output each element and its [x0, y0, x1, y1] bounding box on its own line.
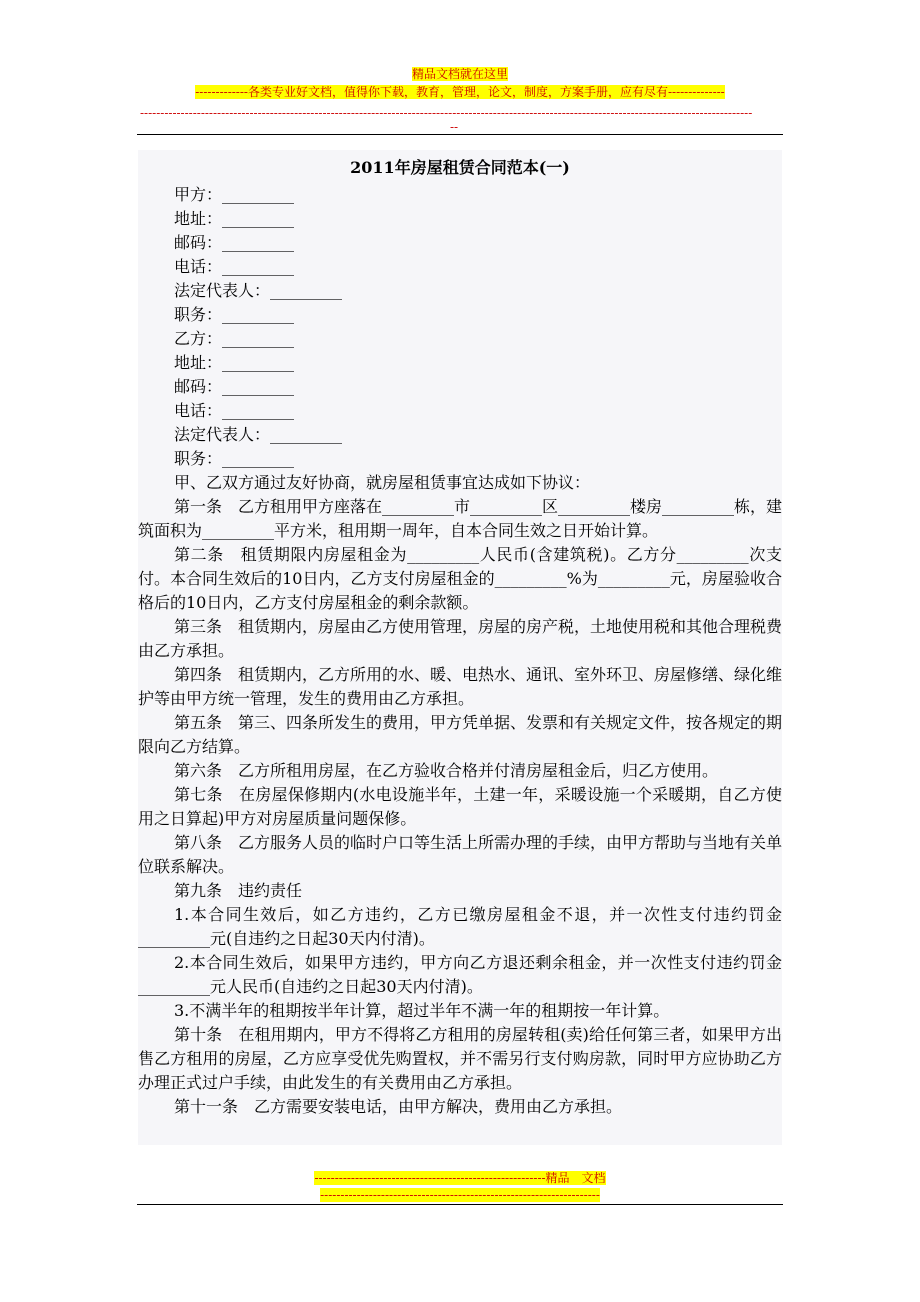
contract-paragraph: 职务：_________	[174, 305, 295, 324]
contract-paragraph: 乙方：_________	[174, 329, 295, 348]
contract-paragraph: 地址：_________	[174, 209, 295, 228]
document-body	[138, 183, 782, 1119]
footer-label: ---------------------------------------------------------精品 文档	[314, 1171, 606, 1185]
header-divider	[137, 134, 783, 135]
footer-divider	[137, 1204, 783, 1205]
contract-paragraph: 地址：_________	[174, 353, 295, 372]
header-dash-line: -------------------------------------------------------------------------------------------------------------------------------------------------------	[140, 106, 753, 120]
contract-paragraph: 甲方：_________	[174, 185, 295, 204]
header-top-line	[0, 66, 920, 82]
contract-paragraph: 2.本合同生效后，如果甲方违约，甲方向乙方退还剩余租金，并一次性支付违约罚金_________元人民币(自违约之日起30天内付清)。	[138, 953, 782, 996]
contract-paragraph: 法定代表人：_________	[174, 425, 343, 444]
contract-paragraph: 第十条 在租用期内，甲方不得将乙方租用的房屋转租(卖)给任何第三者，如果甲方出售乙方租用的房屋，乙方应享受优先购置权，并不需另行支付购房款，同时甲方应协助乙方办理正式过户手续，由此发生的有关费用由乙方承担。	[138, 1025, 782, 1092]
contract-paragraph: 法定代表人：_________	[174, 281, 343, 300]
document-title: 2011年房屋租赁合同范本(一)	[350, 158, 570, 177]
contract-paragraph: 第六条 乙方所租用房屋，在乙方验收合格并付清房屋租金后，归乙方使用。	[174, 761, 719, 780]
contract-paragraph: 第八条 乙方服务人员的临时户口等生活上所需办理的手续，由甲方帮助与当地有关单位联系解决。	[138, 833, 783, 876]
contract-paragraph: 电话：_________	[174, 257, 295, 276]
contract-paragraph: 第七条 在房屋保修期内(水电设施半年，土建一年，采暖设施一个采暖期，自乙方使用之日算起)甲方对房屋质量问题保修。	[138, 785, 782, 828]
contract-paragraph: 邮码：_________	[174, 377, 295, 396]
header-dash-line-wrap: --	[450, 120, 459, 134]
contract-paragraph: 第一条 乙方租用甲方座落在_________市_________区_________楼房_________栋，建筑面积为_________平方米，租用期一周年，自本合同生效之日开始计算。	[138, 497, 783, 540]
footer-line	[0, 1170, 920, 1186]
contract-paragraph: 第二条 租赁期限内房屋租金为_________人民币(含建筑税)。乙方分_________次支付。本合同生效后的10日内，乙方支付房屋租金的_________%为_________元，房屋验收合格后的10日内，乙方支付房屋租金的剩余款额。	[138, 545, 782, 612]
contract-paragraph: 职务：_________	[174, 449, 295, 468]
contract-paragraph: 第十一条 乙方需要安装电话，由甲方解决，费用由乙方承担。	[174, 1097, 623, 1116]
contract-paragraph: 第三条 租赁期内，房屋由乙方使用管理，房屋的房产税，土地使用税和其他合理税费由乙方承担。	[138, 617, 783, 660]
contract-paragraph: 3.不满半年的租期按半年计算，超过半年不满一年的租期按一年计算。	[174, 1001, 670, 1020]
contract-paragraph: 电话：_________	[174, 401, 295, 420]
contract-paragraph: 1.本合同生效后，如乙方违约，乙方已缴房屋租金不退，并一次性支付违约罚金_________元(自违约之日起30天内付清)。	[138, 905, 782, 948]
header-title: 精品文档就在这里	[411, 67, 508, 81]
footer-dashes: ---------------------------------------------------------------------	[320, 1188, 600, 1202]
document-content	[138, 150, 782, 1145]
contract-paragraph: 第五条 第三、四条所发生的费用，甲方凭单据、发票和有关规定文件，按各规定的期限向乙方结算。	[138, 713, 783, 756]
header-banner-line	[0, 84, 920, 100]
contract-paragraph: 第四条 租赁期内，乙方所用的水、暖、电热水、通讯、室外环卫、房屋修缮、绿化维护等由甲方统一管理，发生的费用由乙方承担。	[138, 665, 783, 708]
contract-paragraph: 邮码：_________	[174, 233, 295, 252]
header-banner: -------------各类专业好文档，值得你下载，教育，管理，论文，制度，方案手册，应有尽有--------------	[195, 85, 725, 99]
contract-paragraph: 甲、乙双方通过友好协商，就房屋租赁事宜达成如下协议：	[174, 473, 591, 492]
contract-paragraph: 第九条 违约责任	[174, 881, 303, 900]
footer-dash-line	[0, 1187, 920, 1203]
